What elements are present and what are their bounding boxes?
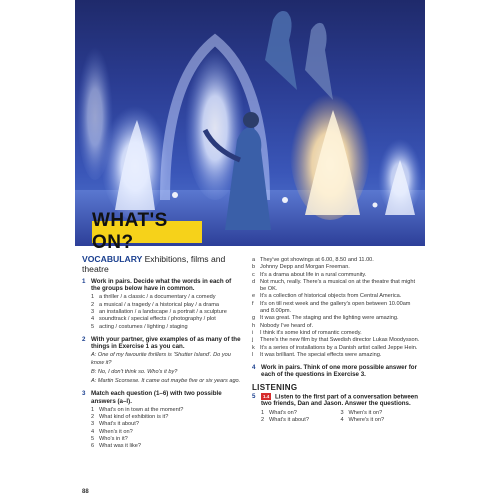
list-item: 5 acting / costumes / lighting / staging <box>91 323 188 330</box>
list-item: h Nobody I've heard of. <box>252 322 313 329</box>
dialogue-line: A: One of my favourite thrillers is 'Shutter Island'. Do you know it? <box>91 352 231 366</box>
exercise-3-answers <box>252 257 420 359</box>
list-item: a They've got showings at 6.00, 8.50 and 11.00. <box>252 257 374 263</box>
list-item: i I think it's some kind of romantic comedy. <box>252 329 362 336</box>
dialogue-line: B: No, I don't think so. Who's it by? <box>91 368 178 375</box>
listening-heading: LISTENING <box>252 382 298 392</box>
exercise-2-dialogue <box>91 352 242 385</box>
list-item: 3 an installation / a landscape / a portrait / a sculpture <box>91 309 227 315</box>
list-item: e It's a collection of historical objects from Central America. <box>252 293 402 300</box>
exercise-4: 4 Work in pairs. Think of one more possible answer for each of the questions in Exercise 3. <box>252 364 417 379</box>
vocabulary-subheading: theatre <box>82 264 109 274</box>
list-item: 3 What's it about? <box>91 421 139 428</box>
list-item: 4 When's it on? <box>91 428 133 435</box>
list-item: 5 Who's in it? <box>91 436 128 443</box>
list-item: 1 What's on? <box>261 409 297 416</box>
page-title-banner <box>92 210 202 253</box>
exercise-3-questions <box>91 407 242 451</box>
exercise-3: 3 Match each question (1–6) with two possible answers (a–l). <box>82 390 222 405</box>
exercise-1-list <box>91 294 242 330</box>
exercise-2: 2 With your partner, give examples of as many of the things in Exercise 1 as you can. <box>82 335 241 351</box>
list-item: 6 What was it like? <box>91 443 141 450</box>
audio-track-icon[interactable]: 1.4 <box>263 393 270 399</box>
list-item: j There's the new film by that Swedish director Lukas Moodysson. <box>252 337 420 344</box>
list-item: g It was great. The staging and the lighting were amazing. <box>252 315 399 322</box>
list-item: 4 soundtrack / special effects / photography / plot <box>91 316 216 323</box>
list-item: c It's a drama about life in a rural community. <box>252 271 367 278</box>
right-column <box>252 255 420 424</box>
page-title: WHAT'S ON? <box>92 210 168 253</box>
list-item: f It's on till next week and the gallery's open between 10.00am and 8.00pm. <box>252 300 411 315</box>
list-item: k It's a series of installations by a Danish artist called Jeppe Hein. <box>252 344 418 351</box>
list-item: l It was brilliant. The special effects were amazing. <box>252 351 382 358</box>
list-item: 2 What's it about? <box>261 416 309 423</box>
list-item: 2 What kind of exhibition is it? <box>91 414 169 421</box>
vocabulary-heading: VOCABULARY Exhibitions, films and <box>82 254 226 264</box>
exercise-1: 1 Work in pairs. Decide what the words in each of the groups below have in common. <box>82 278 232 293</box>
exercise-5-questions <box>261 410 420 425</box>
list-item: 4 Where's it on? <box>340 416 385 423</box>
page-number: 88 <box>82 489 89 495</box>
exercise-5: 5 1.4 Listen to the first part of a conversation between two friends, Dan and Jason. Answer the questions. <box>252 392 419 408</box>
left-column <box>82 254 242 451</box>
list-item: b Johnny Depp and Morgan Freeman. <box>252 264 350 271</box>
list-item: 3 When's it on? <box>340 409 383 416</box>
list-item: 2 a musical / a tragedy / a historical play / a drama <box>91 301 220 308</box>
dialogue-line: A: Martin Scorsese. It came out maybe five or six years ago. <box>91 378 241 385</box>
list-item: 1 a thriller / a classic / a documentary / a comedy <box>91 294 216 301</box>
list-item: d Not much, really. There's a musical on at the theatre that might be OK. <box>252 278 416 293</box>
list-item: 1 What's on in town at the moment? <box>91 406 184 413</box>
